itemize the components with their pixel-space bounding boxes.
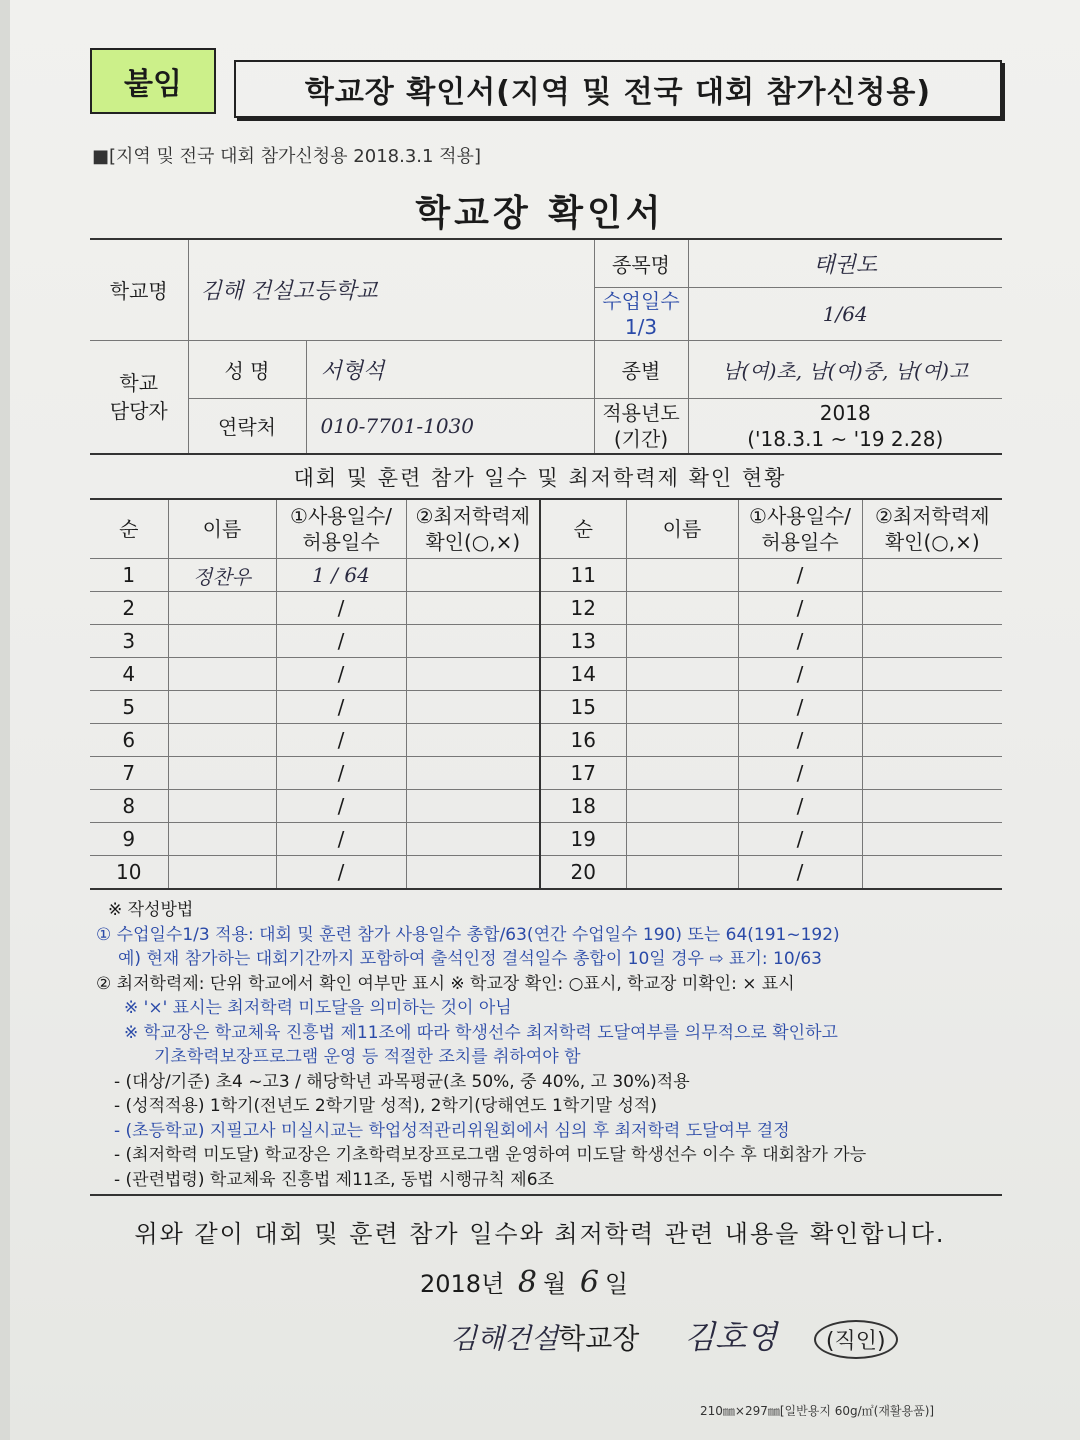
principal-signature (450, 1312, 898, 1359)
row-name: 정찬우 (168, 559, 276, 592)
row-no: 17 (540, 757, 626, 790)
row-check (406, 724, 540, 757)
row-days: / (738, 724, 862, 757)
applicable-note: ■[지역 및 전국 대회 참가신청용 2018.3.1 적용] (92, 146, 481, 167)
row-name (168, 691, 276, 724)
instruction-line: ※ 학교장은 학교체육 진흥법 제11조에 따라 학생선수 최저학력 도달여부를 의무적으로 확인하고 (124, 1022, 838, 1043)
issue-date (420, 1264, 628, 1300)
row-no: 5 (90, 691, 168, 724)
row-no: 3 (90, 625, 168, 658)
apply-year-value-line2: ('18.3.1 ~ '19 2.28) (747, 426, 944, 451)
row-check (862, 790, 1002, 823)
col-days-right-line2: 허용일수 (761, 530, 839, 554)
col-no-left: 순 (90, 499, 168, 559)
contact-label-line2: 담당자 (109, 398, 168, 423)
row-days: / (738, 757, 862, 790)
row-check (862, 658, 1002, 691)
category-label: 종별 (594, 340, 688, 398)
row-no: 15 (540, 691, 626, 724)
row-days: / (738, 823, 862, 856)
contact-label-line1: 학교 (119, 370, 159, 395)
sport-label: 종목명 (594, 239, 688, 287)
row-days: / (738, 790, 862, 823)
instruction-line: - (최저학력 미도달) 학교장은 기초학력보장프로그램 운영하여 미도달 학생선수 이수 후 대회참가 가능 (114, 1145, 867, 1165)
row-no: 13 (540, 625, 626, 658)
row-name (626, 823, 738, 856)
paper-spec-footer: 210㎜×297㎜[일반용지 60g/㎡(재활용품)] (700, 1404, 935, 1418)
apply-year-label-line1: 적용년도 (602, 400, 680, 425)
row-no: 4 (90, 658, 168, 691)
col-name-left: 이름 (168, 499, 276, 559)
row-no: 1 (90, 559, 168, 592)
row-no: 18 (540, 790, 626, 823)
row-name (168, 658, 276, 691)
row-no: 10 (90, 856, 168, 890)
row-no: 6 (90, 724, 168, 757)
instruction-line: - (대상/기준) 초4 ~고3 / 해당학년 과목평균(초 50%, 중 40%, 고 30%)적용 (114, 1071, 690, 1092)
table-row (90, 823, 1002, 856)
class-days-label-line1: 수업일수 (602, 288, 680, 313)
school-info-table (90, 238, 1002, 455)
row-no: 11 (540, 559, 626, 592)
table-row (90, 691, 1002, 724)
row-name (168, 757, 276, 790)
row-check (406, 856, 540, 890)
col-days-left-line1: ①사용일수/ (290, 504, 392, 528)
class-days-value: 1/64 (688, 287, 1002, 340)
instruction-line: 기초학력보장프로그램 운영 등 적절한 조치를 취하여야 함 (154, 1047, 581, 1067)
contact-person-label (90, 340, 188, 454)
attachment-tag-label: 붙임 (124, 67, 182, 102)
row-days: / (276, 757, 406, 790)
row-days: 1 / 64 (276, 559, 406, 592)
apply-year-label (594, 398, 688, 454)
table-row (90, 592, 1002, 625)
participation-table (90, 498, 1002, 890)
category-value: 남(여)초, 남(여)중, 남(여)고 (688, 340, 1002, 398)
phone-value: 010-7701-1030 (306, 398, 594, 454)
signature-name: 김호영 (684, 1318, 778, 1356)
row-check (406, 691, 540, 724)
col-name-right: 이름 (626, 499, 738, 559)
table-row (90, 658, 1002, 691)
row-days: / (276, 856, 406, 890)
row-check (406, 559, 540, 592)
row-name (626, 757, 738, 790)
section-title: 대회 및 훈련 참가 일수 및 최저학력제 확인 현황 (293, 466, 787, 490)
row-check (406, 625, 540, 658)
row-name (626, 592, 738, 625)
row-days: / (738, 559, 862, 592)
row-days: / (276, 790, 406, 823)
col-check-right-line2: 확인(○,×) (884, 530, 980, 554)
table-row (90, 724, 1002, 757)
instruction-line: ① 수업일수1/3 적용: 대회 및 훈련 참가 사용일수 총합/63(연간 수업일수 190) 또는 64(191~192) (96, 924, 840, 945)
contact-name-value: 서형석 (306, 340, 594, 398)
class-days-label (594, 287, 688, 340)
school-name-value: 김해 건설고등학교 (188, 239, 594, 340)
instructions-heading: ※ 작성방법 (108, 900, 194, 920)
phone-label: 연락처 (188, 398, 306, 454)
row-check (406, 592, 540, 625)
row-check (862, 856, 1002, 890)
row-days: / (738, 592, 862, 625)
row-days: / (276, 823, 406, 856)
confirmation-statement: 위와 같이 대회 및 훈련 참가 일수와 최저학력 관련 내용을 확인합니다. (134, 1220, 946, 1248)
col-check-right (862, 499, 1002, 559)
row-check (862, 625, 1002, 658)
table-row (90, 856, 1002, 890)
row-check (862, 823, 1002, 856)
row-no: 20 (540, 856, 626, 890)
table-row (90, 790, 1002, 823)
apply-year-label-line2: (기간) (613, 426, 669, 451)
instruction-line: - (초등학교) 지필고사 미실시교는 학업성적관리위원회에서 심의 후 최저학력 도달여부 결정 (114, 1120, 790, 1141)
row-check (862, 592, 1002, 625)
row-days: / (276, 592, 406, 625)
row-days: / (738, 691, 862, 724)
row-check (862, 559, 1002, 592)
row-check (406, 823, 540, 856)
row-name (168, 790, 276, 823)
row-days: / (738, 658, 862, 691)
date-day-label: 일 (604, 1270, 629, 1298)
row-check (862, 691, 1002, 724)
instruction-line: ② 최저학력제: 단위 학교에서 확인 여부만 표시 ※ 학교장 확인: ○표시, 학교장 미확인: × 표시 (96, 973, 795, 994)
row-no: 19 (540, 823, 626, 856)
row-days: / (738, 625, 862, 658)
row-check (406, 790, 540, 823)
attachment-tag (90, 48, 216, 114)
signature-school: 김해건설 (450, 1322, 559, 1355)
row-no: 12 (540, 592, 626, 625)
row-check (406, 658, 540, 691)
apply-year-value (688, 398, 1002, 454)
row-name (168, 625, 276, 658)
writing-instructions (90, 898, 1002, 1196)
row-days: / (276, 625, 406, 658)
header-title: 학교장 확인서(지역 및 전국 대회 참가신청용) (304, 75, 932, 110)
official-seal: (직인) (814, 1320, 898, 1359)
row-days: / (276, 724, 406, 757)
col-days-right-line1: ①사용일수/ (749, 504, 851, 528)
col-check-left-line1: ②최저학력제 (415, 504, 531, 528)
header-title-box (234, 60, 1002, 118)
row-no: 14 (540, 658, 626, 691)
date-month-value: 8 (517, 1265, 537, 1300)
row-check (862, 757, 1002, 790)
row-check (862, 724, 1002, 757)
sport-value: 태권도 (688, 239, 1002, 287)
col-check-left (406, 499, 540, 559)
row-name (626, 658, 738, 691)
page-title: 학교장 확인서 (415, 193, 665, 234)
table-row (90, 559, 1002, 592)
table-row (90, 625, 1002, 658)
row-no: 8 (90, 790, 168, 823)
row-days: / (276, 691, 406, 724)
participation-rows (90, 559, 1002, 890)
row-no: 16 (540, 724, 626, 757)
apply-year-value-line1: 2018 (819, 400, 871, 425)
school-name-label: 학교명 (90, 239, 188, 340)
col-check-left-line2: 확인(○,×) (425, 530, 521, 554)
instruction-line: - (관련법령) 학교체육 진흥법 제11조, 동법 시행규칙 제6조 (114, 1169, 554, 1190)
row-name (626, 625, 738, 658)
row-name (626, 724, 738, 757)
row-days: / (276, 658, 406, 691)
table-row (90, 757, 1002, 790)
row-days: / (738, 856, 862, 890)
instruction-line: - (성적적용) 1학기(전년도 2학기말 성적), 2학기(당해연도 1학기말 성적) (114, 1096, 657, 1116)
date-month-label: 월 (543, 1270, 567, 1298)
signature-title: 학교장 (558, 1322, 640, 1355)
col-no-right: 순 (540, 499, 626, 559)
col-check-right-line1: ②최저학력제 (874, 504, 990, 528)
row-no: 2 (90, 592, 168, 625)
date-day-value: 6 (579, 1265, 599, 1300)
row-name (168, 856, 276, 890)
instruction-line: 예) 현재 참가하는 대회기간까지 포함하여 출석인정 결석일수 총합이 10일 경우 ⇨ 표기: 10/63 (118, 949, 822, 969)
instruction-line: ※ '×' 표시는 최저학력 미도달을 의미하는 것이 아님 (124, 998, 512, 1018)
row-name (168, 724, 276, 757)
row-name (168, 592, 276, 625)
row-no: 9 (90, 823, 168, 856)
contact-name-label: 성 명 (188, 340, 306, 398)
row-name (626, 559, 738, 592)
col-days-left (276, 499, 406, 559)
row-name (168, 823, 276, 856)
row-check (406, 757, 540, 790)
row-name (626, 790, 738, 823)
class-days-label-line2: 1/3 (624, 314, 658, 339)
col-days-right (738, 499, 862, 559)
row-no: 7 (90, 757, 168, 790)
row-name (626, 691, 738, 724)
date-year: 2018년 (420, 1270, 505, 1298)
row-name (626, 856, 738, 890)
col-days-left-line2: 허용일수 (302, 530, 380, 554)
